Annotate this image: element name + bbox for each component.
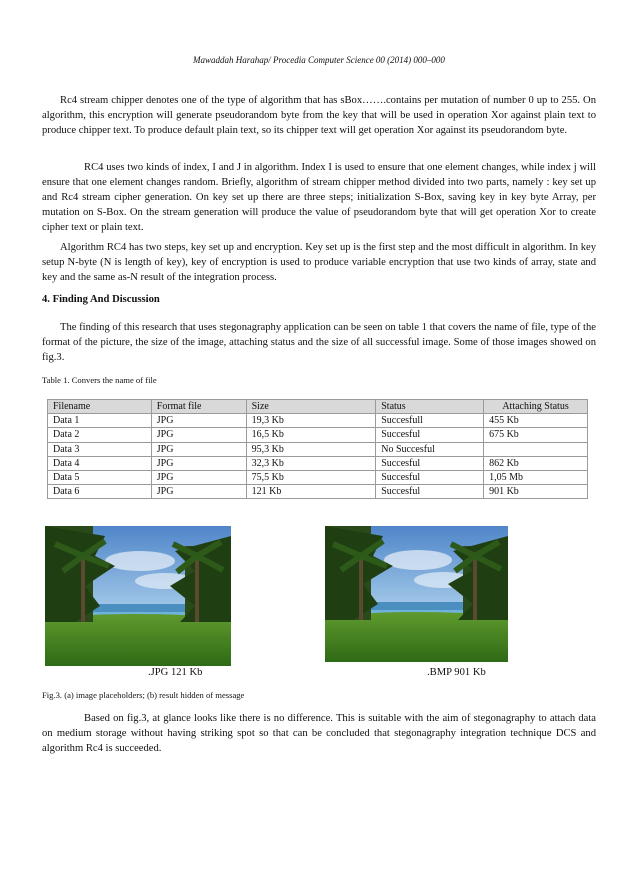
cell-filename: Data 1 — [48, 414, 152, 428]
cell-status: Succesful — [376, 470, 484, 484]
cell-format: JPG — [151, 414, 246, 428]
cell-size: 95,3 Kb — [246, 442, 376, 456]
figure-image-bmp — [325, 526, 508, 662]
cell-attaching: 862 Kb — [484, 456, 588, 470]
cell-status: Succesfull — [376, 414, 484, 428]
figure-caption: Fig.3. (a) image placeholders; (b) result hidden of message — [42, 690, 245, 700]
cell-status: No Succesful — [376, 442, 484, 456]
table-row — [48, 428, 588, 442]
cell-attaching: 1,05 Mb — [484, 470, 588, 484]
paragraph-rc4-index: RC4 uses two kinds of index, I and J in algorithm. Index I is used to ensure that one element changes, while index j will ensure that one element changes random. Briefly, algorithm of stream chipper method divided into two parts, namely : key set up and Rc4 stream cipher generation. On key set up there are three steps; initialization S-Box, saving key in key byte Array, per mutation on S-Box. On the stream generation will produce the value of pseudorandom byte that will get operation Xor to create cipher text or plain text. — [42, 162, 596, 233]
cell-filename: Data 2 — [48, 428, 152, 442]
header-status: Status — [376, 400, 484, 414]
table-row — [48, 456, 588, 470]
cell-attaching — [484, 442, 588, 456]
paragraph-conclusion: Based on fig.3, at glance looks like there is no difference. This is suitable with the aim of stegonagraphy to attach data on medium storage without having striking spot so that can be concluded that stegonagraphy integration technique DCS and algorithm Rc4 is succeeded. — [42, 713, 596, 754]
cell-size: 32,3 Kb — [246, 456, 376, 470]
table-row — [48, 442, 588, 456]
cell-format: JPG — [151, 428, 246, 442]
table-row — [48, 470, 588, 484]
cell-size: 75,5 Kb — [246, 470, 376, 484]
header-format: Format file — [151, 400, 246, 414]
paragraph-findings: The finding of this research that uses stegonagraphy application can be seen on table 1 that covers the name of file, type of the format of the picture, the size of the image, attaching status and the size of all successful image. Some of those images showed on fig.3. — [42, 322, 596, 363]
cell-format: JPG — [151, 456, 246, 470]
results-table — [47, 399, 588, 499]
cell-format: JPG — [151, 470, 246, 484]
section-title: 4. Finding And Discussion — [42, 294, 160, 305]
cell-filename: Data 3 — [48, 442, 152, 456]
figure-image-jpg — [45, 526, 231, 666]
cell-size: 19,3 Kb — [246, 414, 376, 428]
palm-beach-photo — [325, 526, 508, 662]
table-header-row — [48, 400, 588, 414]
palm-beach-photo — [45, 526, 231, 666]
cell-size: 16,5 Kb — [246, 428, 376, 442]
cell-attaching: 455 Kb — [484, 414, 588, 428]
figure-label-bmp: .BMP 901 Kb — [427, 667, 486, 678]
paragraph-rc4-steps: Algorithm RC4 has two steps, key set up and encryption. Key set up is the first step and the most difficult in algorithm. In key setup N-byte (N is length of key), key of encryption is used to produce variable encryption that use two kinds of array, state and key and the same as-N result of the integration process. — [42, 242, 596, 283]
cell-filename: Data 6 — [48, 485, 152, 499]
cell-status: Succesful — [376, 428, 484, 442]
paragraph-rc4-intro: Rc4 stream chipper denotes one of the type of algorithm that has sBox…….contains per mutation of number 0 up to 255. On algorithm, this encryption will generate pseudorandom byte from the key that will be used in operation Xor against plain text to produce chipper text. To produce default plain text, so its chipper text will get operation Xor against its pseudorandom byte. — [42, 95, 596, 136]
cell-attaching: 901 Kb — [484, 485, 588, 499]
table-row — [48, 414, 588, 428]
cell-filename: Data 5 — [48, 470, 152, 484]
cell-format: JPG — [151, 485, 246, 499]
running-header: Mawaddah Harahap/ Procedia Computer Science 00 (2014) 000–000 — [193, 55, 445, 65]
cell-attaching: 675 Kb — [484, 428, 588, 442]
cell-size: 121 Kb — [246, 485, 376, 499]
cell-status: Succesful — [376, 456, 484, 470]
cell-filename: Data 4 — [48, 456, 152, 470]
figure-label-jpg: .JPG 121 Kb — [148, 667, 203, 678]
cell-format: JPG — [151, 442, 246, 456]
table-caption: Table 1. Convers the name of file — [42, 375, 157, 385]
table-row — [48, 485, 588, 499]
header-attaching-status: Attaching Status — [484, 400, 588, 414]
header-filename: Filename — [48, 400, 152, 414]
cell-status: Succesful — [376, 485, 484, 499]
header-size: Size — [246, 400, 376, 414]
